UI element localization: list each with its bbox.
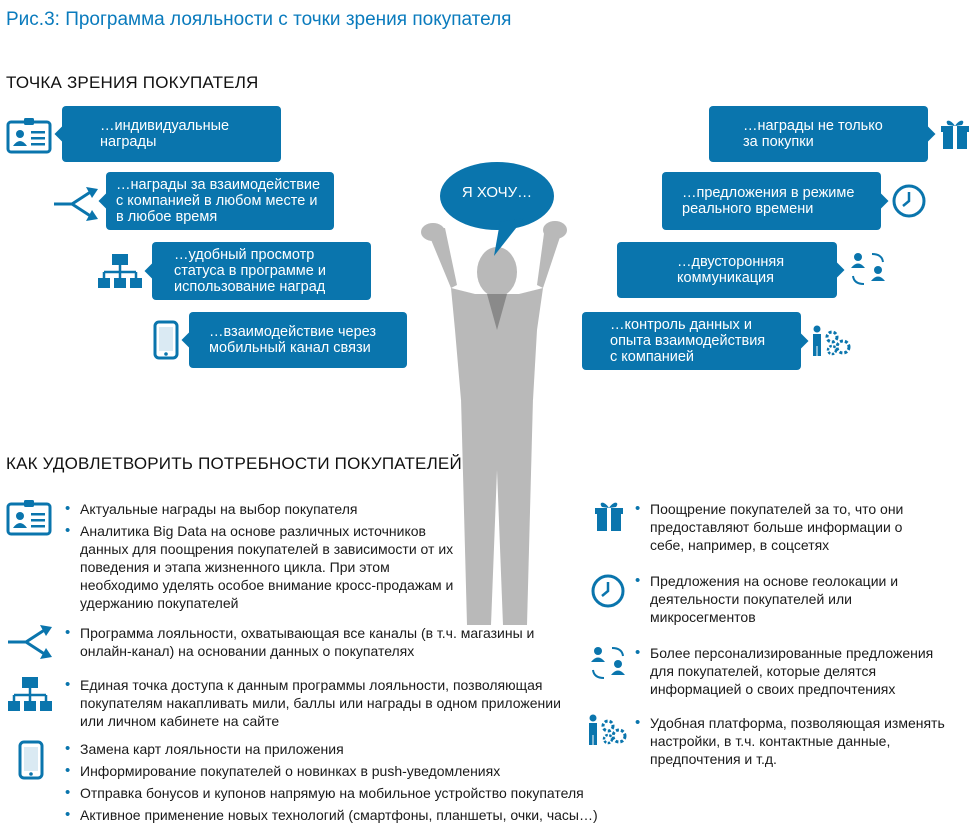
list-item: • Удобная платформа, позволяющая изменять настройки, в т.ч. контактные данные, предпочтения и т.д. (634, 714, 954, 768)
right-bubble-3-text: …двусторонняя коммуникация (677, 254, 785, 286)
list-item: • Предложения на основе геолокации и деятельности покупателей или микросегментов (634, 572, 924, 626)
right-bubble-4 (582, 312, 801, 370)
right-group-1-list (634, 500, 924, 558)
list-item: • Единая точка доступа к данным программы лояльности, позволяющая покупателям накапливать мили, баллы или награды в одном приложении или личном кабинете на сайте (64, 676, 564, 730)
left-bubble-3-text: …удобный просмотр статуса в программе и использование наград (174, 247, 326, 295)
list-item: • Замена карт лояльности на приложения (64, 740, 624, 758)
user-gears-icon (586, 714, 628, 746)
list-item: • Актуальные награды на выбор покупателя (64, 500, 464, 518)
left-bubble-2 (106, 172, 334, 230)
list-item: • Информирование покупателей о новинках в push-уведомлениях (64, 762, 624, 780)
left-bubble-3 (152, 242, 371, 300)
list-item: • Поощрение покупателей за то, что они предоставляют больше информации о себе, например, в соцсетях (634, 500, 924, 554)
list-item: • Активное применение новых технологий (смартфоны, планшеты, очки, часы…) (64, 806, 624, 824)
speech-bubble (438, 160, 556, 260)
hierarchy-icon (8, 676, 52, 714)
two-way-users-icon (588, 644, 628, 682)
right-group-2-list (634, 572, 924, 630)
clock-icon (591, 574, 625, 608)
mobile-icon (153, 320, 179, 360)
left-group-4-list (64, 740, 624, 828)
right-bubble-2-text: …предложения в режиме реального времени (682, 185, 855, 217)
left-bubble-2-text: …награды за взаимодействие с компанией в любом месте и в любое время (116, 177, 321, 225)
left-group-1-list (64, 500, 464, 616)
right-bubble-4-text: …контроль данных и опыта взаимодействия с компанией (610, 317, 766, 365)
hierarchy-icon (98, 253, 142, 291)
id-card-icon (6, 500, 52, 536)
mobile-icon (18, 740, 44, 780)
right-bubble-1 (709, 106, 928, 162)
right-bubble-2 (662, 172, 881, 230)
split-arrows-icon (6, 624, 54, 660)
user-gears-icon (810, 325, 852, 357)
split-arrows-icon (52, 186, 100, 222)
figure-title: Рис.3: Программа лояльности с точки зрения покупателя (6, 9, 512, 30)
left-group-2-list (64, 624, 554, 664)
left-group-3-list (64, 676, 564, 734)
gift-icon (940, 118, 970, 150)
list-item: • Отправка бонусов и купонов напрямую на мобильное устройство покупателя (64, 784, 624, 802)
left-bubble-4-text: …взаимодействие через мобильный канал связи (209, 324, 377, 356)
speech-text: Я ХОЧУ… (461, 184, 533, 201)
left-bubble-1 (62, 106, 281, 162)
right-group-3-list (634, 644, 954, 702)
list-item: • Более персонализированные предложения для покупателей, которые делятся информацией о своих предпочтениях (634, 644, 954, 698)
section-title-customer-view: ТОЧКА ЗРЕНИЯ ПОКУПАТЕЛЯ (6, 73, 259, 92)
right-bubble-1-text: …награды не только за покупки (743, 118, 883, 150)
right-group-4-list (634, 714, 954, 772)
clock-icon (892, 184, 926, 218)
two-way-users-icon (848, 250, 888, 288)
list-item: • Программа лояльности, охватывающая все каналы (в т.ч. магазины и онлайн-канал) на основании данных о покупателях (64, 624, 554, 660)
id-card-icon (6, 118, 52, 154)
left-bubble-4 (189, 312, 407, 368)
list-item: • Аналитика Big Data на основе различных источников данных для поощрения покупателей в зависимости от их поведения и этапа жизненного цикла. При этом необходимо уделять особое внимание кросс-продажам и удержанию покупателей (64, 522, 464, 612)
section-title-how-to-satisfy: КАК УДОВЛЕТВОРИТЬ ПОТРЕБНОСТИ ПОКУПАТЕЛЕЙ (6, 454, 462, 473)
right-bubble-3 (617, 242, 837, 298)
gift-icon (594, 500, 624, 532)
left-bubble-1-text: …индивидуальные награды (100, 118, 230, 150)
